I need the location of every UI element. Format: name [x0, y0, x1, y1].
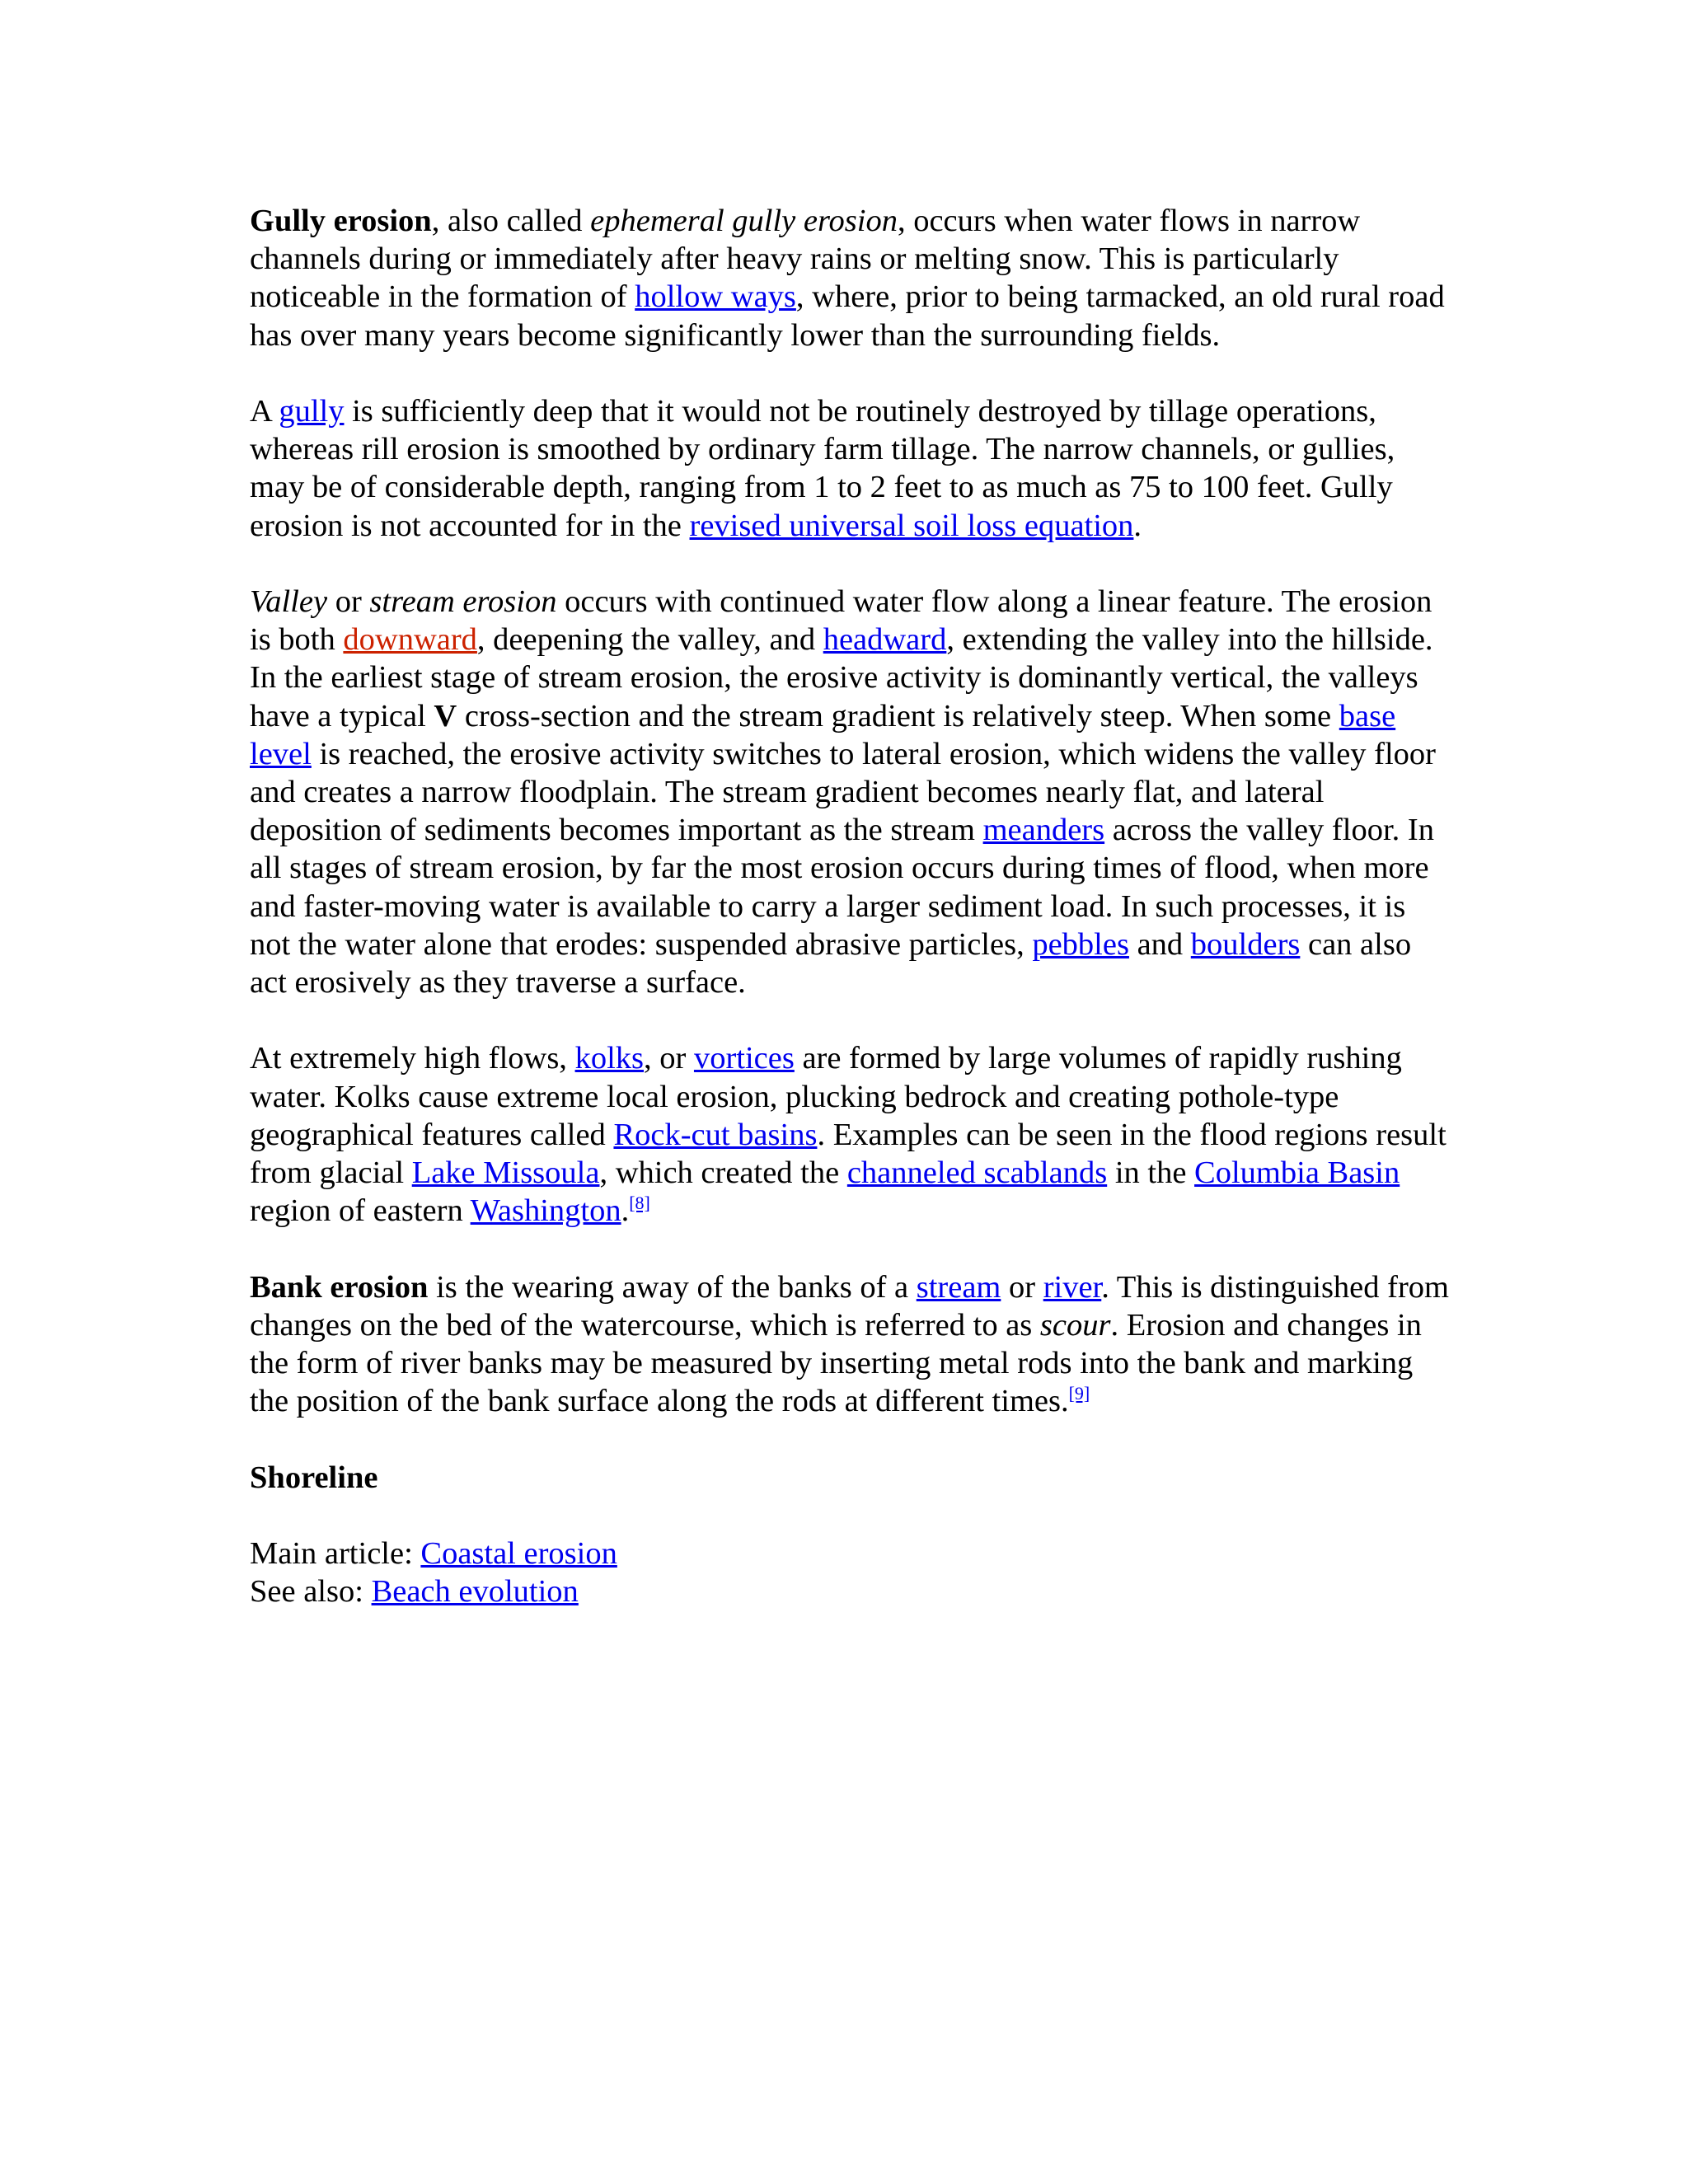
link-vortices[interactable]: vortices [693, 1041, 795, 1076]
link-downward[interactable]: downward [343, 622, 477, 658]
text-run: , or [644, 1041, 694, 1076]
main-article-note [250, 1535, 1453, 1572]
text-run: . This is distinguished from changes on the bed of the watercourse, which is referred to as [250, 1269, 1449, 1343]
link-coastal-erosion[interactable]: Coastal erosion [420, 1536, 617, 1572]
text-run: . Erosion and changes in the form of river banks may be measured by inserting metal rods into the bank and marking the position of the bank surface along the rods at different times. [250, 1307, 1422, 1419]
paragraph-gully-erosion [250, 202, 1453, 354]
link-revised-universal-soil-loss-equation[interactable]: revised universal soil loss equation [689, 508, 1134, 543]
link-headward[interactable]: headward [823, 622, 947, 658]
text-run: occurs with continued water flow along a linear feature. The erosion is both [250, 584, 1432, 658]
text-run: . [621, 1193, 630, 1229]
text-run: across the valley floor. In all stages of stream erosion, by far the most erosion occurs during times of flood, when more and faster-moving water is available to carry a larger sediment load. In such processes, it is not the water alone that erodes: suspended abrasive particles, [250, 813, 1434, 962]
link-meanders[interactable]: meanders [982, 813, 1105, 848]
italic-text: stream erosion [369, 584, 557, 619]
link-river[interactable]: river [1043, 1269, 1102, 1305]
text-run: At extremely high flows, [250, 1041, 575, 1076]
reference-9[interactable]: [9] [1068, 1383, 1090, 1404]
reference-8[interactable]: [8] [629, 1193, 650, 1214]
text-run: is reached, the erosive activity switches to lateral erosion, which widens the valley floor and creates a narrow floodplain. The stream gradient becomes nearly flat, and lateral deposition of sediments becomes important as the stream [250, 736, 1437, 848]
paragraph-bank-erosion [250, 1268, 1453, 1421]
text-run: in the [1107, 1155, 1195, 1191]
text-run: , deepening the valley, and [476, 622, 823, 658]
link-stream[interactable]: stream [916, 1269, 1001, 1305]
link-base-level[interactable]: base level [250, 698, 1396, 771]
text-run: region of eastern [250, 1193, 471, 1229]
link-pebbles[interactable]: pebbles [1032, 926, 1129, 962]
link-rock-cut-basins[interactable]: Rock-cut basins [613, 1117, 818, 1152]
text-run: are formed by large volumes of rapidly rushing water. Kolks cause extreme local erosion, plucking bedrock and creating pothole-type geographical features called [250, 1041, 1402, 1152]
link-washington[interactable]: Washington [470, 1193, 621, 1229]
bold-text: Bank erosion [250, 1269, 429, 1305]
link-boulders[interactable]: boulders [1190, 926, 1301, 962]
link-columbia-basin[interactable]: Columbia Basin [1194, 1155, 1400, 1191]
link-gully[interactable]: gully [279, 394, 345, 429]
text-run: , extending the valley into the hillside. In the earliest stage of stream erosion, the erosive activity is dominantly vertical, the valleys have a typical [250, 622, 1433, 733]
text-run: or [1001, 1269, 1043, 1305]
document-page [250, 202, 1453, 1610]
bold-text: V [434, 698, 457, 733]
see-also-note [250, 1572, 1453, 1610]
text-run: and [1128, 926, 1191, 962]
text-run: , which created the [599, 1155, 847, 1191]
text-run: . [1133, 508, 1142, 543]
reference-8-superscript [629, 1193, 650, 1213]
paragraph-kolks [250, 1039, 1453, 1230]
text-run: or [327, 584, 370, 619]
italic-text: Valley [250, 584, 328, 619]
link-kolks[interactable]: kolks [574, 1041, 644, 1076]
link-hollow-ways[interactable]: hollow ways [635, 279, 796, 315]
text-run: , where, prior to being tarmacked, an old rural road has over many years become significantly lower than the surrounding fields. [250, 279, 1445, 353]
text-run: , occurs when water flows in narrow channels during or immediately after heavy rains or melting snow. This is particularly noticeable in the formation of [250, 204, 1361, 315]
paragraph-valley-erosion [250, 583, 1453, 1001]
link-lake-missoula[interactable]: Lake Missoula [411, 1155, 600, 1191]
text-run: See also: [250, 1574, 372, 1610]
text-run: is the wearing away of the banks of a [428, 1269, 917, 1305]
reference-9-superscript [1069, 1383, 1090, 1404]
text-run: , also called [431, 204, 591, 238]
text-run: is sufficiently deep that it would not be routinely destroyed by tillage operations, whereas rill erosion is smoothed by ordinary farm tillage. The narrow channels, or gullies, may be of considerable depth, ranging from 1 to 2 feet to as much as 75 to 100 feet. Gully erosion is not accounted for in the [250, 394, 1395, 543]
text-run: can also act erosively as they traverse a surface. [250, 926, 1412, 1001]
bold-text: Shoreline [250, 1460, 378, 1495]
text-run: Main article: [250, 1536, 421, 1572]
italic-text: scour [1039, 1307, 1111, 1343]
bold-text: Gully erosion [250, 204, 432, 238]
text-run: . Examples can be seen in the flood regions result from glacial [250, 1117, 1447, 1191]
italic-text: ephemeral gully erosion [590, 204, 898, 238]
text-run: cross-section and the stream gradient is relatively steep. When some [457, 698, 1339, 733]
link-channeled-scablands[interactable]: channeled scablands [846, 1155, 1108, 1191]
link-beach-evolution[interactable]: Beach evolution [371, 1574, 579, 1610]
heading-shoreline [250, 1459, 1453, 1497]
paragraph-gully [250, 392, 1453, 545]
text-run: A [250, 394, 279, 429]
